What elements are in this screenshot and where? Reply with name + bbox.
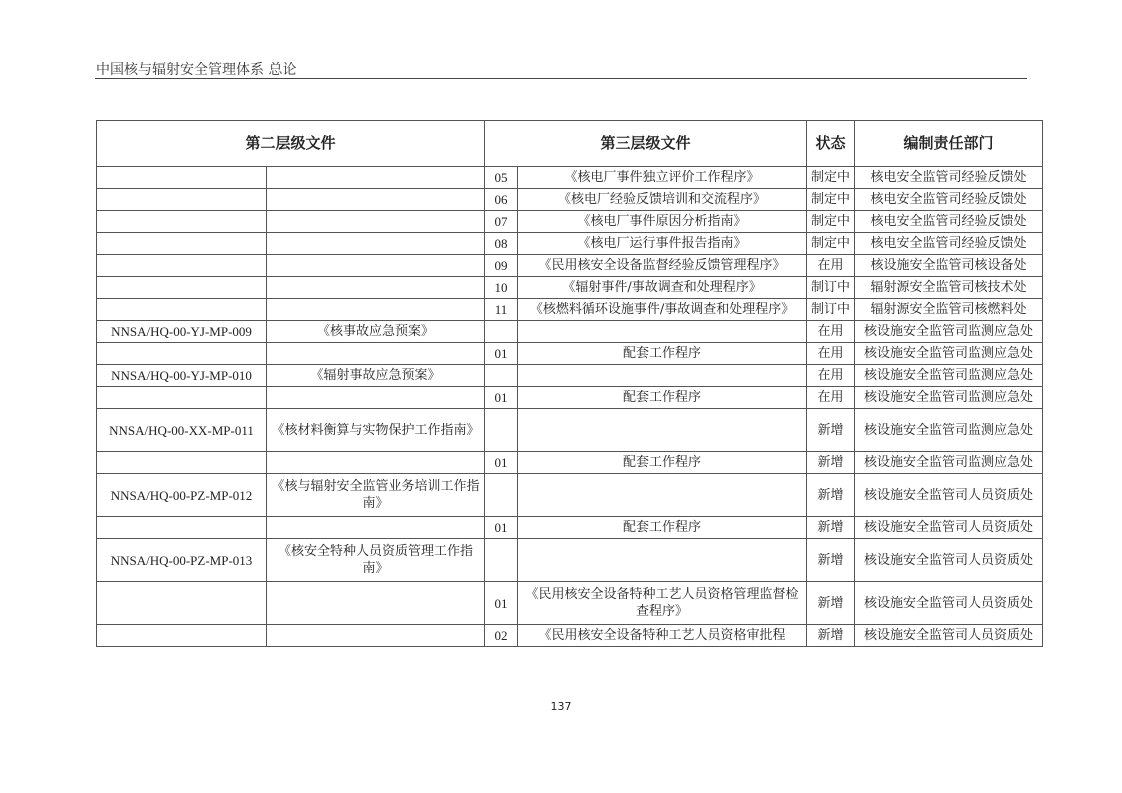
status-cell: 新增 [807,539,855,582]
level3-number-cell: 02 [485,625,518,647]
level3-number-cell: 08 [485,233,518,255]
level2-title-cell [267,255,485,277]
level3-number-cell [485,365,518,387]
level3-title-cell: 《核电厂事件独立评价工作程序》 [518,167,807,189]
table-row [97,625,1043,647]
level2-code-cell [97,167,267,189]
department-cell: 核电安全监管司经验反馈处 [855,189,1043,211]
status-cell: 在用 [807,343,855,365]
table-row [97,539,1043,582]
status-cell: 新增 [807,625,855,647]
level3-number-cell: 01 [485,452,518,474]
department-cell: 核设施安全监管司人员资质处 [855,625,1043,647]
level2-code-cell [97,189,267,211]
level2-code-cell: NNSA/HQ-00-PZ-MP-012 [97,474,267,517]
level3-number-cell: 01 [485,343,518,365]
level2-code-cell [97,277,267,299]
status-cell: 新增 [807,409,855,452]
table-body [97,167,1043,647]
department-cell: 核设施安全监管司人员资质处 [855,474,1043,517]
level2-title-cell [267,189,485,211]
level2-code-cell [97,343,267,365]
status-cell: 制定中 [807,167,855,189]
level3-number-cell: 07 [485,211,518,233]
level3-number-cell [485,539,518,582]
department-cell: 核电安全监管司经验反馈处 [855,167,1043,189]
level2-title-cell [267,343,485,365]
status-cell: 制定中 [807,189,855,211]
level3-number-cell: 05 [485,167,518,189]
level2-code-cell: NNSA/HQ-00-PZ-MP-013 [97,539,267,582]
status-cell: 在用 [807,387,855,409]
level3-title-cell [518,321,807,343]
level2-title-cell [267,625,485,647]
status-cell: 制订中 [807,277,855,299]
department-cell: 核电安全监管司经验反馈处 [855,211,1043,233]
header-rule [95,78,1027,79]
table-row [97,255,1043,277]
level2-title-cell [267,582,485,625]
level2-code-cell: NNSA/HQ-00-YJ-MP-010 [97,365,267,387]
level3-title-cell [518,365,807,387]
table-row [97,211,1043,233]
department-cell: 核设施安全监管司监测应急处 [855,343,1043,365]
level3-number-cell [485,409,518,452]
table-row [97,365,1043,387]
level2-code-cell [97,625,267,647]
status-cell: 在用 [807,321,855,343]
level2-title-cell [267,277,485,299]
table-row [97,517,1043,539]
level2-title-cell: 《核事故应急预案》 [267,321,485,343]
level2-code-cell [97,452,267,474]
level2-title-cell [267,233,485,255]
level3-title-cell: 配套工作程序 [518,517,807,539]
level3-number-cell: 01 [485,517,518,539]
level2-title-cell: 《辐射事故应急预案》 [267,365,485,387]
level2-code-cell: NNSA/HQ-00-XX-MP-011 [97,409,267,452]
level2-code-cell [97,255,267,277]
header-level2: 第二层级文件 [97,121,485,167]
table-row [97,474,1043,517]
level3-title-cell: 《核电厂运行事件报告指南》 [518,233,807,255]
level3-number-cell: 09 [485,255,518,277]
level3-number-cell [485,474,518,517]
level3-title-cell: 《民用核安全设备监督经验反馈管理程序》 [518,255,807,277]
status-cell: 在用 [807,365,855,387]
status-cell: 新增 [807,452,855,474]
department-cell: 核设施安全监管司人员资质处 [855,582,1043,625]
level2-code-cell [97,387,267,409]
department-cell: 核设施安全监管司监测应急处 [855,409,1043,452]
running-header: 中国核与辐射安全管理体系 总论 [96,62,297,78]
level3-title-cell: 配套工作程序 [518,343,807,365]
level3-number-cell: 06 [485,189,518,211]
table-row [97,299,1043,321]
status-cell: 制定中 [807,211,855,233]
table-row [97,582,1043,625]
table-row [97,167,1043,189]
page-number: 137 [550,700,572,713]
header-department: 编制责任部门 [855,121,1043,167]
table-row [97,409,1043,452]
level3-title-cell [518,409,807,452]
table-row [97,321,1043,343]
level2-code-cell [97,517,267,539]
level2-title-cell [267,387,485,409]
level2-title-cell [267,211,485,233]
level3-title-cell: 配套工作程序 [518,452,807,474]
department-cell: 核设施安全监管司监测应急处 [855,452,1043,474]
status-cell: 在用 [807,255,855,277]
department-cell: 核设施安全监管司监测应急处 [855,321,1043,343]
header-level3: 第三层级文件 [485,121,807,167]
level3-title-cell: 配套工作程序 [518,387,807,409]
level3-title-cell: 《民用核安全设备特种工艺人员资格管理监督检查程序》 [518,582,807,625]
level2-title-cell: 《核材料衡算与实物保护工作指南》 [267,409,485,452]
level3-title-cell: 《核电厂事件原因分析指南》 [518,211,807,233]
level3-title-cell [518,474,807,517]
table-row [97,452,1043,474]
department-cell: 核设施安全监管司人员资质处 [855,539,1043,582]
table-row [97,233,1043,255]
level3-number-cell: 11 [485,299,518,321]
level2-code-cell [97,582,267,625]
level3-title-cell: 《民用核安全设备特种工艺人员资格审批程 [518,625,807,647]
table-row [97,277,1043,299]
level2-code-cell [97,211,267,233]
department-cell: 核设施安全监管司人员资质处 [855,517,1043,539]
level3-number-cell: 10 [485,277,518,299]
level3-number-cell [485,321,518,343]
level2-title-cell [267,167,485,189]
document-table [96,120,1043,647]
status-cell: 新增 [807,517,855,539]
level3-title-cell: 《辐射事件/事故调查和处理程序》 [518,277,807,299]
level3-title-cell: 《核电厂经验反馈培训和交流程序》 [518,189,807,211]
level3-title-cell: 《核燃料循环设施事件/事故调查和处理程序》 [518,299,807,321]
header-status: 状态 [807,121,855,167]
level2-title-cell [267,299,485,321]
status-cell: 制定中 [807,233,855,255]
department-cell: 核设施安全监管司监测应急处 [855,365,1043,387]
department-cell: 核设施安全监管司监测应急处 [855,387,1043,409]
level2-title-cell [267,517,485,539]
level3-number-cell: 01 [485,387,518,409]
status-cell: 新增 [807,474,855,517]
level3-number-cell: 01 [485,582,518,625]
level2-title-cell: 《核安全特种人员资质管理工作指南》 [267,539,485,582]
table-header-row [97,121,1043,167]
department-cell: 核电安全监管司经验反馈处 [855,233,1043,255]
table-row [97,189,1043,211]
level2-title-cell [267,452,485,474]
level2-title-cell: 《核与辐射安全监管业务培训工作指南》 [267,474,485,517]
level2-code-cell [97,299,267,321]
status-cell: 制订中 [807,299,855,321]
level2-code-cell [97,233,267,255]
table-row [97,343,1043,365]
level2-code-cell: NNSA/HQ-00-YJ-MP-009 [97,321,267,343]
department-cell: 辐射源安全监管司核技术处 [855,277,1043,299]
status-cell: 新增 [807,582,855,625]
department-cell: 核设施安全监管司核设备处 [855,255,1043,277]
level3-title-cell [518,539,807,582]
department-cell: 辐射源安全监管司核燃料处 [855,299,1043,321]
table-row [97,387,1043,409]
